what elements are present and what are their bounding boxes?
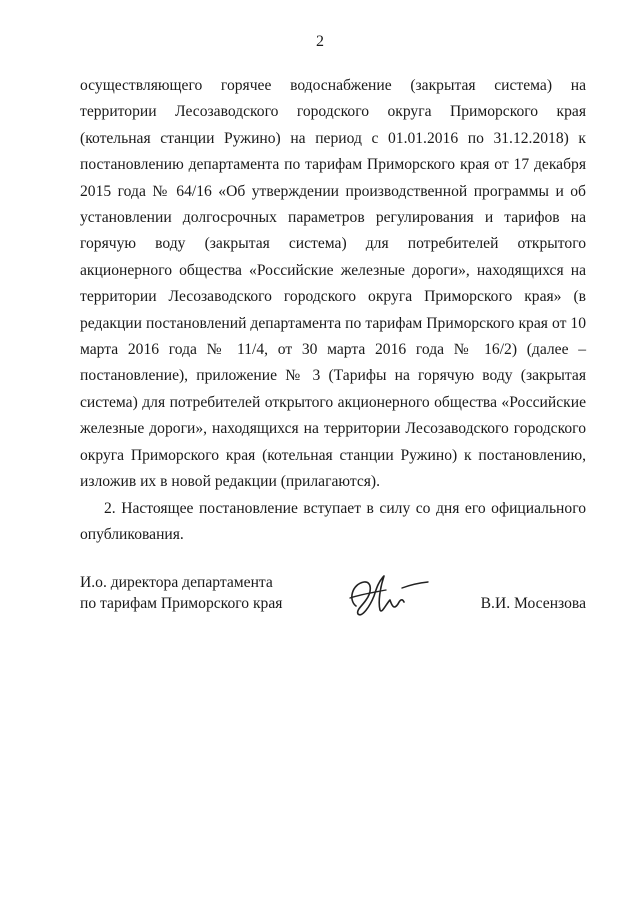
signatory-title-line-1: И.о. директора департамента bbox=[80, 574, 273, 591]
paragraph-effective-date: 2. Настоящее постановление вступает в силу со дня его официального опубликования. bbox=[80, 499, 586, 543]
signature-block bbox=[80, 572, 586, 632]
paragraph-continuation: осуществляющего горячее водоснабжение (закрытая система) на территории Лесозаводского городского округа Приморского края (котельная станции Ружино) на период с 01.01.2016 по 31.12.2018) к постановлению департамента по тарифам Приморского края от 17 декабря 2015 года № 64/16 «Об утверждении производственной программы и об установлении долгосрочных параметров регулирования и тарифов на горячую воду (закрытая система) для потребителей открытого акционерного общества «Российские железные дороги», находящихся на территории Лесозаводского городского округа Приморского края» (в редакции постановлений департамента по тарифам Приморского края от 10 марта 2016 года № 11/4, от 30 марта 2016 года № 16/2) (далее – постановление), приложение № 3 (Тарифы на горячую воду (закрытая система) для потребителей открытого акционерного общества «Российские железные дороги», находящихся на территории Лесозаводского городского округа Приморского края (котельная станции Ружино) к постановлению, изложив их в новой редакции (прилагаются). bbox=[80, 77, 586, 491]
signatory-name: В.И. Мосензова bbox=[480, 595, 586, 612]
signatory-title-line-2: по тарифам Приморского края bbox=[80, 595, 283, 612]
handwritten-signature bbox=[342, 570, 432, 622]
page-number: 2 bbox=[316, 33, 324, 50]
signatory-title bbox=[80, 572, 282, 614]
document-body bbox=[80, 73, 586, 548]
